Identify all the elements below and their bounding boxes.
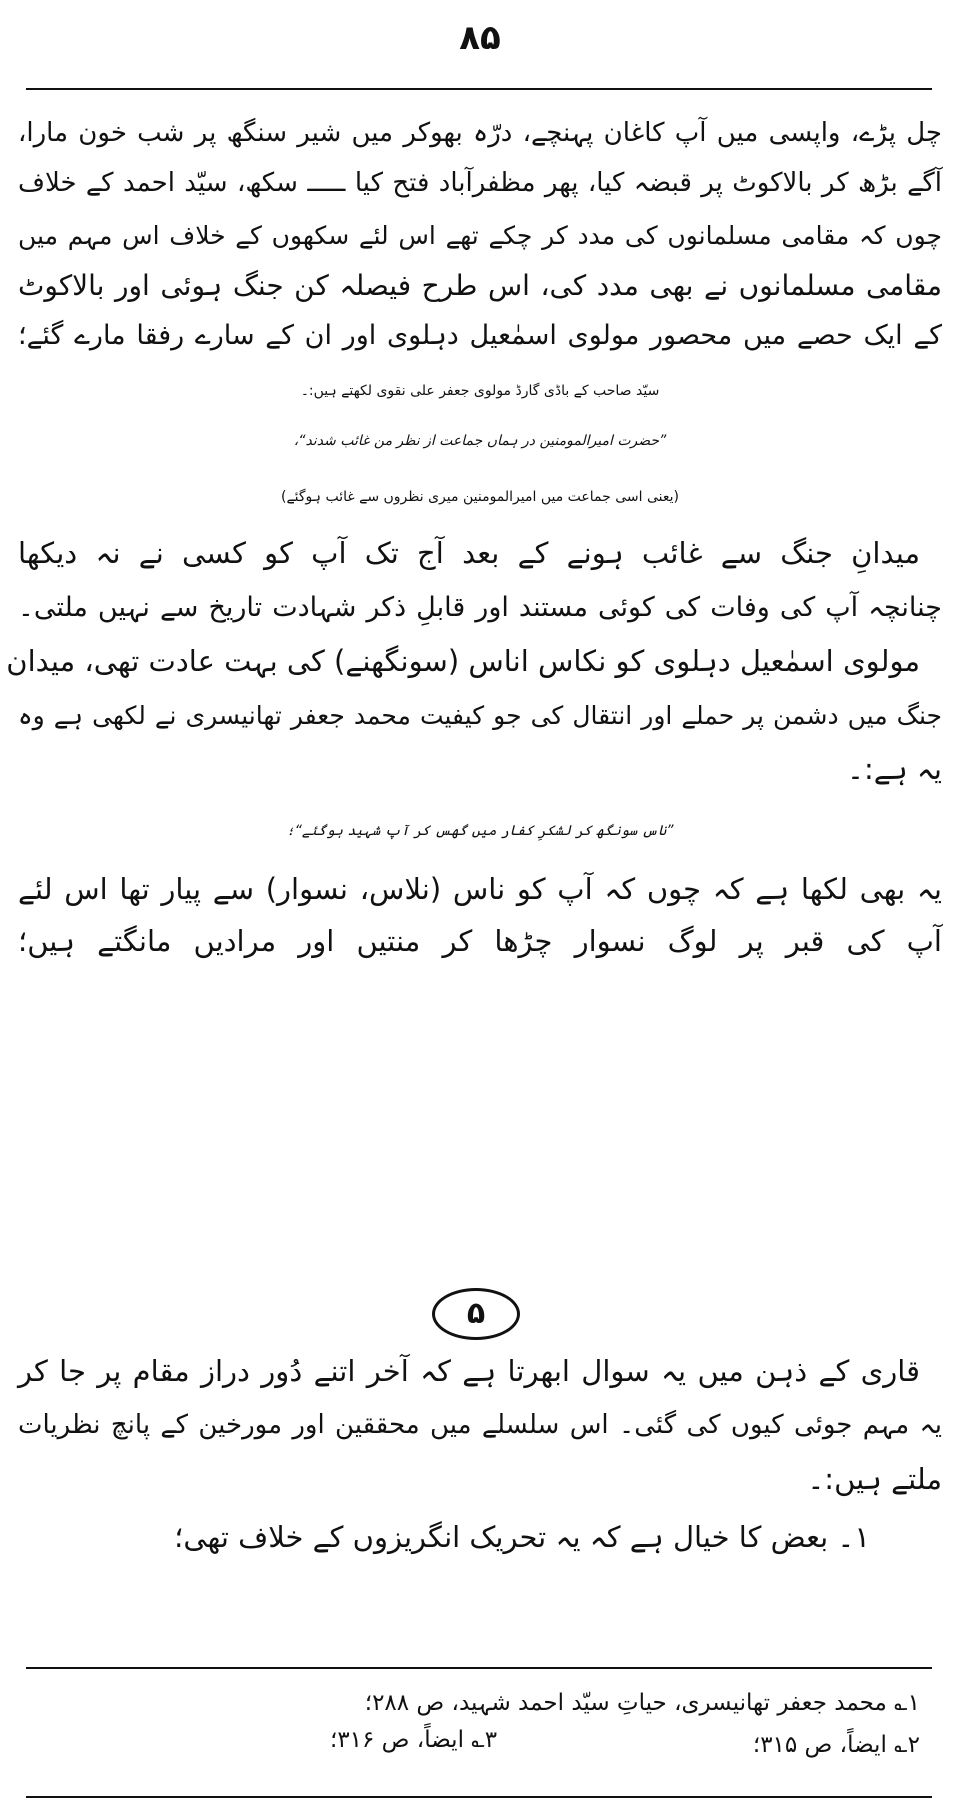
persian-quote: ”حضرت امیرالمومنین در ہماں جماعت از نظر من غائب شدند“، bbox=[293, 433, 667, 449]
para3-line-1: مولوی اسمٰعیل دہلوی کو نکاس اناس (سونگھنے) کی بہت عادت تھی، میدان bbox=[6, 644, 920, 678]
para2-line-1: میدانِ جنگ سے غائب ہونے کے بعد آج تک آپ کو کسی نے نہ دیکھا bbox=[18, 536, 920, 570]
header-rule bbox=[26, 88, 932, 90]
para5-line-2: یہ مہم جوئی کیوں کی گئی۔ اس سلسلے میں محققین اور مورخین کے پانچ نظریات bbox=[18, 1410, 942, 1440]
intro-line: سیّد صاحب کے باڈی گارڈ مولوی جعفر علی نقوی لکھتے ہیں:۔ bbox=[300, 383, 660, 399]
footnote-1: ۱؎ محمد جعفر تھانیسری، حیاتِ سیّد احمد شہید، ص ۲۸۸؛ bbox=[364, 1690, 920, 1716]
body-line-1: چل پڑے، واپسی میں آپ کاغان پہنچے، درّہ بھوکر میں شیر سنگھ پر شب خون مارا، bbox=[18, 118, 942, 148]
para2-line-2: چنانچہ آپ کی وفات کی کوئی مستند اور قابلِ ذکر شہادت تاریخ سے نہیں ملتی۔ bbox=[18, 592, 942, 623]
body-line-3: چوں کہ مقامی مسلمانوں کی مدد کر چکے تھے اس لئے سکھوں کے خلاف اس مہم میں bbox=[18, 221, 942, 250]
body-line-4: مقامی مسلمانوں نے بھی مدد کی، اس طرح فیصلہ کن جنگ ہوئی اور بالاکوٹ bbox=[18, 269, 942, 302]
para4-line-1: یہ بھی لکھا ہے کہ چوں کہ آپ کو ناس (نلاس، نسوار) سے پیار تھا اس لئے bbox=[18, 872, 942, 906]
para4-line-2: آپ کی قبر پر لوگ نسوار چڑھا کر منتیں اور مرادیں مانگتے ہیں؛ bbox=[18, 924, 942, 958]
footnote-2: ۲؎ ایضاً، ص ۳۱۵؛ bbox=[752, 1732, 920, 1758]
list-item-1: ۱۔ بعض کا خیال ہے کہ یہ تحریک انگریزوں کے خلاف تھی؛ bbox=[174, 1520, 870, 1554]
para5-line-3: ملتے ہیں:۔ bbox=[807, 1462, 942, 1496]
footer-rule bbox=[26, 1796, 932, 1798]
para5-line-1: قاری کے ذہن میں یہ سوال ابھرتا ہے کہ آخر اتنے دُور دراز مقام پر جا کر bbox=[18, 1354, 920, 1388]
para3-line-2: جنگ میں دشمن پر حملے اور انتقال کی جو کیفیت محمد جعفر تھانیسری نے لکھی ہے وہ bbox=[18, 701, 942, 730]
quote-2: ”ناس سونگھ کر لشکرِ کفار میں گھس کر آپ شہید ہوگئے“؛ bbox=[286, 823, 674, 839]
page-number: ۸۵ bbox=[459, 18, 501, 58]
section-number-badge: ۵ bbox=[432, 1288, 520, 1340]
quote-translation: (یعنی اسی جماعت میں امیرالمومنین میری نظروں سے غائب ہوگئے) bbox=[281, 489, 679, 505]
footnote-rule bbox=[26, 1667, 932, 1669]
footnote-3: ۳؎ ایضاً، ص ۳۱۶؛ bbox=[330, 1727, 498, 1753]
body-line-2: آگے بڑھ کر بالاکوٹ پر قبضہ کیا، پھر مظفرآباد فتح کیا ـــــ سکھ، سیّد احمد کے خلاف bbox=[18, 168, 942, 198]
body-line-5: کے ایک حصے میں محصور مولوی اسمٰعیل دہلوی اور ان کے سارے رفقا مارے گئے؛ bbox=[18, 320, 942, 351]
para3-line-3: یہ ہے:۔ bbox=[846, 752, 942, 786]
